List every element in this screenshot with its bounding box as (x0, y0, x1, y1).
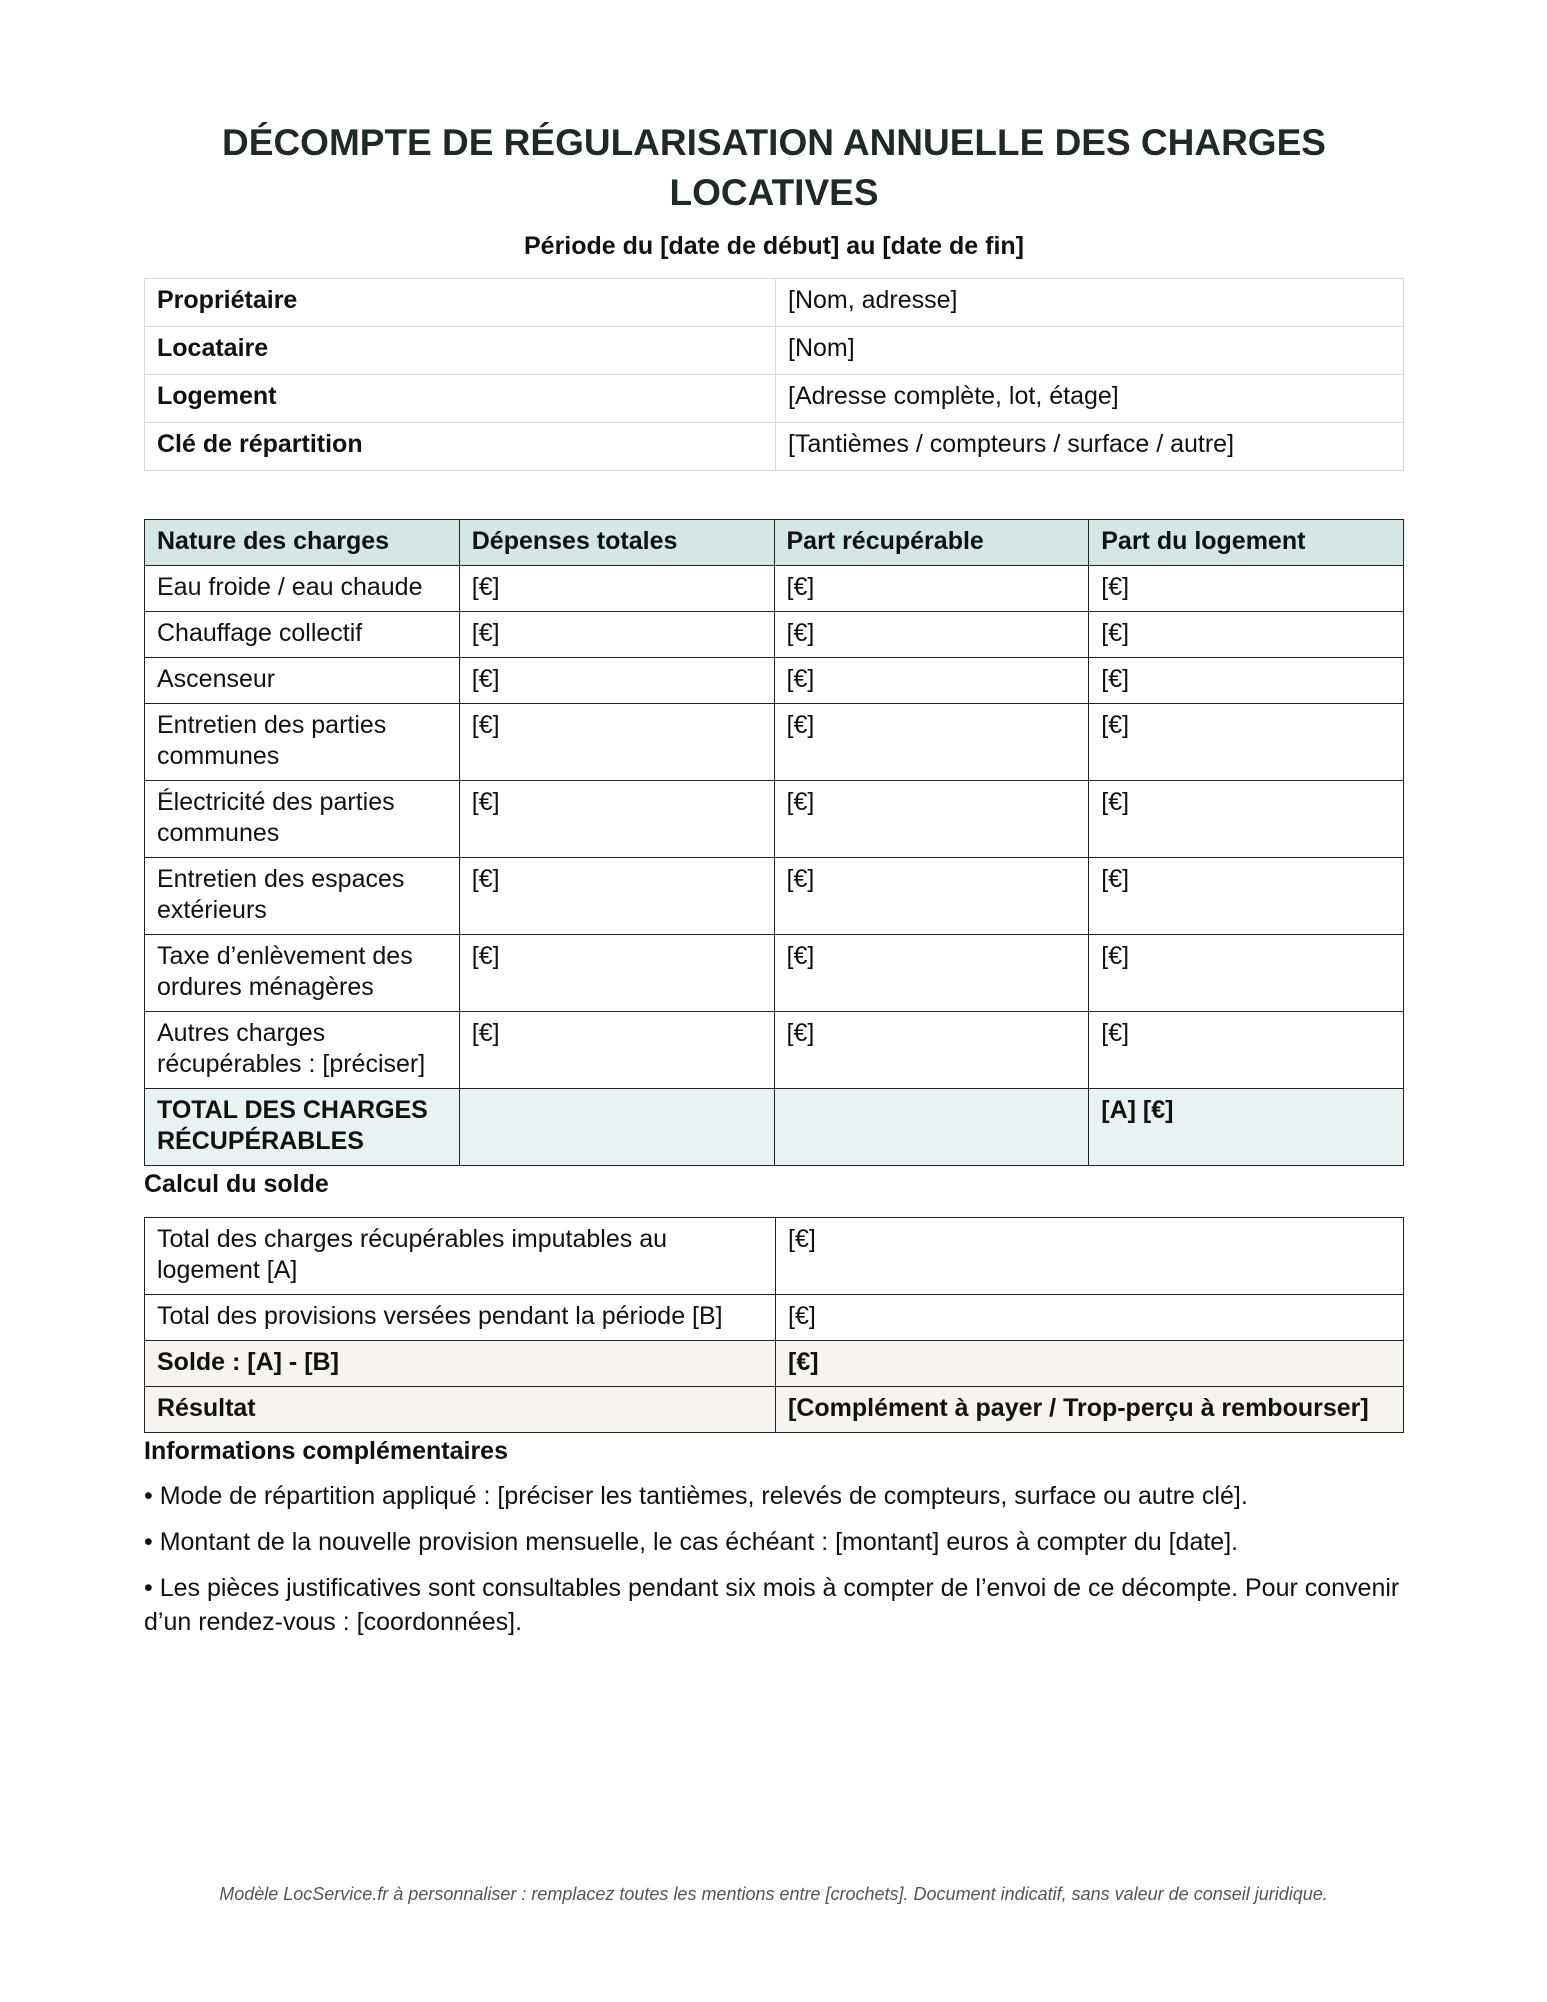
charges-table (144, 519, 1404, 1166)
info-row (145, 327, 1404, 375)
balance-label: Solde : [A] - [B] (145, 1341, 776, 1387)
list-item: • Les pièces justificatives sont consultables pendant six mois à compter de l’envoi de ce décompte. Pour convenir d’un rendez-vous : [coordonnées]. (144, 1574, 1400, 1636)
unit-share: [€] (1089, 935, 1404, 1012)
charge-nature: Ascenseur (145, 658, 460, 704)
balance-table (144, 1217, 1404, 1433)
balance-result-row (145, 1341, 1404, 1387)
info-value: [Adresse complète, lot, étage] (776, 375, 1404, 423)
recoverable-share: [€] (774, 658, 1089, 704)
charge-nature: Entretien des espaces extérieurs (145, 858, 460, 935)
table-row (145, 1012, 1404, 1089)
table-row (145, 858, 1404, 935)
recoverable-share: [€] (774, 781, 1089, 858)
unit-share: [€] (1089, 858, 1404, 935)
info-value: [Tantièmes / compteurs / surface / autre] (776, 423, 1404, 471)
table-row (145, 566, 1404, 612)
balance-value: [€] (776, 1341, 1404, 1387)
charge-nature: Eau froide / eau chaude (145, 566, 460, 612)
total-row (145, 1089, 1404, 1166)
title-line-2: LOCATIVES (669, 172, 879, 213)
info-row (145, 279, 1404, 327)
document-title (144, 118, 1404, 218)
total-expense: [€] (459, 612, 774, 658)
title-line-1: DÉCOMPTE DE RÉGULARISATION ANNUELLE DES CHARGES (222, 122, 1326, 163)
column-header: Part récupérable (774, 520, 1089, 566)
unit-share: [€] (1089, 704, 1404, 781)
table-row (145, 704, 1404, 781)
total-expense: [€] (459, 858, 774, 935)
info-row (145, 423, 1404, 471)
charge-nature: Entretien des parties communes (145, 704, 460, 781)
balance-label: Résultat (145, 1387, 776, 1433)
list-item: • Montant de la nouvelle provision mensuelle, le cas échéant : [montant] euros à compter du [date]. (144, 1528, 1239, 1556)
recoverable-share: [€] (774, 858, 1089, 935)
total-cell-empty (459, 1089, 774, 1166)
table-row (145, 781, 1404, 858)
total-expense: [€] (459, 935, 774, 1012)
recoverable-share: [€] (774, 612, 1089, 658)
charge-nature: Électricité des parties communes (145, 781, 460, 858)
total-value: [A] [€] (1089, 1089, 1404, 1166)
table-row (145, 1295, 1404, 1341)
table-row (145, 1218, 1404, 1295)
charge-nature: Taxe d’enlèvement des ordures ménagères (145, 935, 460, 1012)
info-label: Clé de répartition (145, 423, 776, 471)
total-expense: [€] (459, 781, 774, 858)
info-value: [Nom, adresse] (776, 279, 1404, 327)
balance-value: [€] (776, 1295, 1404, 1341)
recoverable-share: [€] (774, 566, 1089, 612)
unit-share: [€] (1089, 612, 1404, 658)
unit-share: [€] (1089, 566, 1404, 612)
charges-header-row (145, 520, 1404, 566)
info-label: Logement (145, 375, 776, 423)
info-label: Locataire (145, 327, 776, 375)
total-cell-empty (774, 1089, 1089, 1166)
footer-note: Modèle LocService.fr à personnaliser : remplacez toutes les mentions entre [crochets]. Document indicatif, sans valeur de conseil juridique. (219, 1884, 1328, 1904)
column-header: Dépenses totales (459, 520, 774, 566)
list-item: • Mode de répartition appliqué : [préciser les tantièmes, relevés de compteurs, surface ou autre clé]. (144, 1482, 1248, 1510)
recoverable-share: [€] (774, 704, 1089, 781)
recoverable-share: [€] (774, 935, 1089, 1012)
info-value: [Nom] (776, 327, 1404, 375)
total-expense: [€] (459, 566, 774, 612)
unit-share: [€] (1089, 781, 1404, 858)
unit-share: [€] (1089, 1012, 1404, 1089)
balance-value: [Complément à payer / Trop-perçu à rembourser] (776, 1387, 1404, 1433)
total-expense: [€] (459, 1012, 774, 1089)
balance-result-row (145, 1387, 1404, 1433)
document-page (144, 0, 1404, 1639)
table-row (145, 935, 1404, 1012)
info-row (145, 375, 1404, 423)
total-expense: [€] (459, 658, 774, 704)
total-expense: [€] (459, 704, 774, 781)
balance-label: Total des provisions versées pendant la période [B] (145, 1295, 776, 1341)
total-label: TOTAL DES CHARGES RÉCUPÉRABLES (145, 1089, 460, 1166)
charge-nature: Chauffage collectif (145, 612, 460, 658)
info-label: Propriétaire (145, 279, 776, 327)
recoverable-share: [€] (774, 1012, 1089, 1089)
extra-info-heading: Informations complémentaires (144, 1437, 508, 1465)
charge-nature: Autres charges récupérables : [préciser] (145, 1012, 460, 1089)
column-header: Part du logement (1089, 520, 1404, 566)
balance-heading: Calcul du solde (144, 1170, 329, 1198)
period-subtitle: Période du [date de début] au [date de fin] (523, 232, 1025, 260)
column-header: Nature des charges (145, 520, 460, 566)
parties-table (144, 278, 1404, 471)
table-row (145, 612, 1404, 658)
balance-label: Total des charges récupérables imputables au logement [A] (145, 1218, 776, 1295)
unit-share: [€] (1089, 658, 1404, 704)
table-row (145, 658, 1404, 704)
balance-value: [€] (776, 1218, 1404, 1295)
